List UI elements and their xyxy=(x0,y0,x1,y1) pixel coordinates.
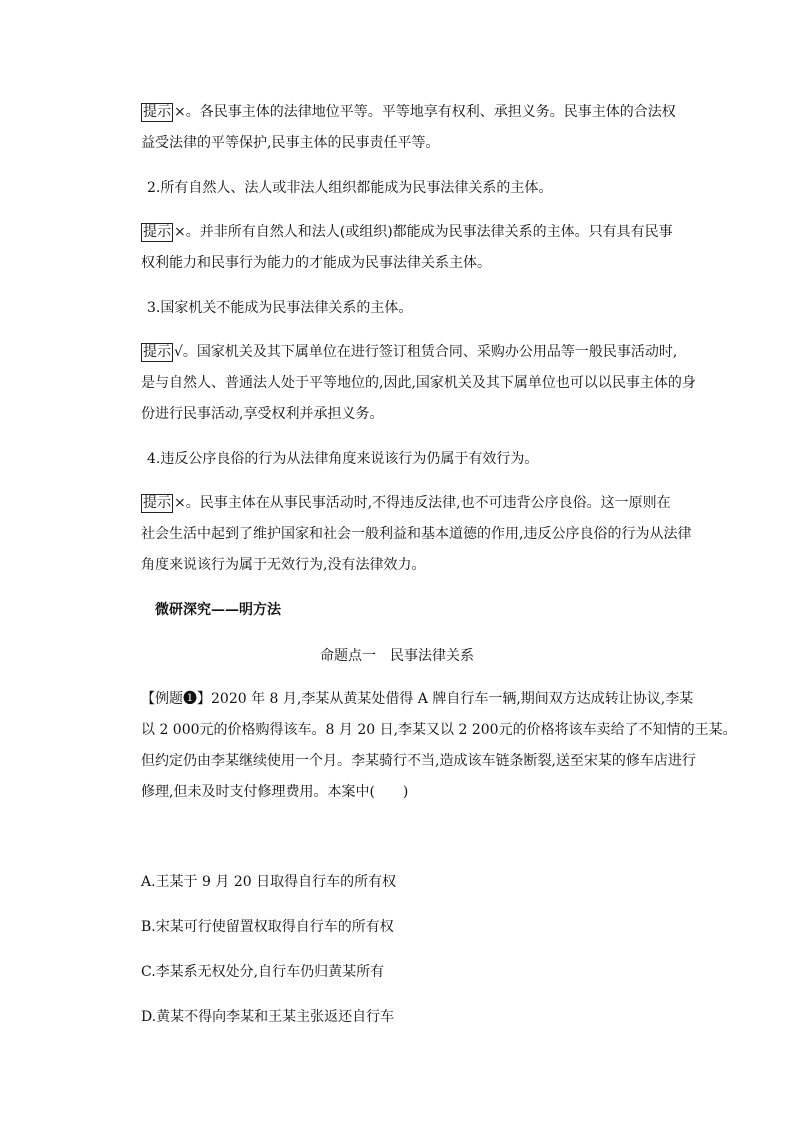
hint-label-box: 提示 xyxy=(143,104,171,120)
hint-paragraph-2-line-2: 权利能力和民事行为能力的才能成为民事法律关系主体。 xyxy=(141,255,491,271)
hint-text: ×。各民事主体的法律地位平等。平等地享有权利、承担义务。民事主体的合法权 xyxy=(174,104,676,120)
example-line-2: 以 2 000元的价格购得该车。8 月 20 日,李某又以 2 200元的价格将该车卖给了不知情的王某。 xyxy=(141,722,737,738)
option-d: D.黄某不得向李某和王某主张返还自行车 xyxy=(141,1009,395,1025)
hint-paragraph-2-line-1 xyxy=(141,222,673,242)
hint-paragraph-4-line-2: 社会生活中起到了维护国家和社会一般利益和基本道德的作用,违反公序良俗的行为从法律 xyxy=(141,526,692,542)
option-a: A.王某于 9 月 20 日取得自行车的所有权 xyxy=(141,874,397,890)
example-line-3: 但约定仍由李某继续使用一个月。李某骑行不当,造成该车链条断裂,送至宋某的修车店进行 xyxy=(141,753,696,769)
hint-label-box: 提示 xyxy=(143,344,171,360)
hint-paragraph-3-line-2: 是与自然人、普通法人处于平等地位的,因此,国家机关及其下属单位也可以以民事主体的身 xyxy=(141,375,696,391)
hint-paragraph-3-line-3: 份进行民事活动,享受权利并承担义务。 xyxy=(141,406,384,422)
example-line-4: 修理,但未及时支付修理费用。本案中( ) xyxy=(141,784,409,800)
hint-label-box: 提示 xyxy=(143,224,171,240)
hint-text: ×。并非所有自然人和法人(或组织)都能成为民事法律关系的主体。只有具有民事 xyxy=(174,224,673,240)
hint-text: √。国家机关及其下属单位在进行签订租赁合同、采购办公用品等一般民事活动时, xyxy=(174,344,678,360)
hint-paragraph-1-line-2: 益受法律的平等保护,民事主体的民事责任平等。 xyxy=(141,135,440,151)
question-3: 3.国家机关不能成为民事法律关系的主体。 xyxy=(147,300,413,316)
question-4: 4.违反公序良俗的行为从法律角度来说该行为仍属于有效行为。 xyxy=(147,451,539,467)
hint-paragraph-4-line-1 xyxy=(141,493,671,513)
hint-paragraph-3-line-1 xyxy=(141,342,677,362)
option-b: B.宋某可行使留置权取得自行车的所有权 xyxy=(141,919,394,935)
question-2: 2.所有自然人、法人或非法人组织都能成为民事法律关系的主体。 xyxy=(147,180,553,196)
section-title: 微研深究——明方法 xyxy=(155,602,281,618)
option-c: C.李某系无权处分,自行车仍归黄某所有 xyxy=(141,964,385,980)
hint-label-box: 提示 xyxy=(143,495,171,511)
hint-text: ×。民事主体在从事民事活动时,不得违反法律,也不可违背公序良俗。这一原则在 xyxy=(174,495,671,511)
hint-paragraph-4-line-3: 角度来说该行为属于无效行为,没有法律效力。 xyxy=(141,557,426,573)
topic-title: 命题点一 民事法律关系 xyxy=(320,648,474,664)
example-line-1: 【例题❶】2020 年 8 月,李某从黄某处借得 A 牌自行车一辆,期间双方达成转让协议,李某 xyxy=(141,691,694,707)
hint-paragraph-1-line-1 xyxy=(141,102,676,122)
